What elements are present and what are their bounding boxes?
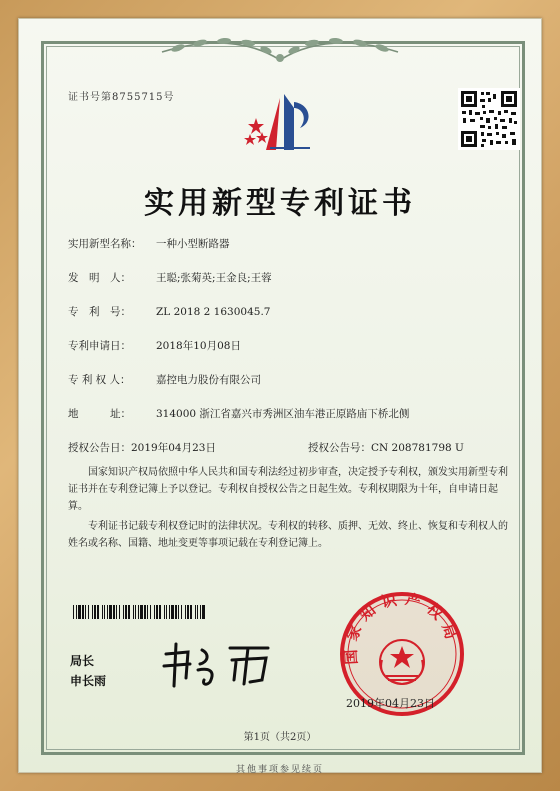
field-value: 2018年10月08日	[156, 340, 241, 352]
seal-date: 2019年04月23日	[346, 697, 435, 710]
field-value: 王聪;张菊英;王金良;王蓉	[156, 272, 272, 284]
signatory-title: 局长	[70, 654, 95, 668]
field-address	[68, 406, 409, 421]
barcode-bar	[82, 605, 84, 619]
grant-number: 授权公告号：CN 208781798 U	[308, 442, 464, 454]
barcode-bar	[88, 605, 89, 619]
signatory-name: 申长雨	[70, 674, 107, 688]
certificate-title: 实用新型专利证书	[144, 186, 416, 221]
barcode-bar	[171, 605, 174, 619]
page-number: 第1页（共2页）	[243, 732, 317, 743]
field-label: 发 明 人：	[68, 272, 131, 284]
field-value: 一种小型断路器	[156, 238, 230, 250]
barcode-bar	[119, 605, 120, 619]
field-utility-model-name	[68, 236, 230, 251]
barcode-bar	[73, 605, 74, 619]
cnipa-logo-icon	[240, 88, 324, 158]
barcode-bar	[85, 605, 86, 619]
barcode-bar	[154, 605, 155, 619]
barcode-bar	[76, 605, 77, 619]
field-value: ZL 2018 2 1630045.7	[156, 306, 271, 318]
barcode-bar	[156, 605, 158, 619]
barcode-bar	[135, 605, 136, 619]
barcode-bar	[94, 605, 96, 619]
continuation-note: 其他事项参见续页	[235, 765, 324, 773]
barcode-bar	[123, 605, 124, 619]
barcode-bar	[190, 605, 192, 619]
barcode-bar	[92, 605, 93, 619]
barcode-bar	[169, 605, 170, 619]
barcode-bar	[78, 605, 81, 619]
barcode-bar	[178, 605, 179, 619]
barcode-bar	[166, 605, 167, 619]
barcode-bar	[109, 605, 112, 619]
barcode-bar	[104, 605, 105, 619]
barcode-bar	[159, 605, 161, 619]
field-label: 专 利 号：	[68, 306, 131, 318]
barcode-bar	[128, 605, 130, 619]
field-label: 专 利 权 人：	[68, 374, 131, 386]
field-label: 专利申请日：	[68, 340, 131, 352]
barcode-bar	[107, 605, 108, 619]
barcode-bar	[125, 605, 127, 619]
field-label: 地 址：	[68, 408, 131, 420]
barcode-bar	[133, 605, 134, 619]
barcode-icon	[73, 605, 207, 619]
grant-date: 授权公告日：2019年04月23日	[68, 442, 216, 454]
barcode-bar	[181, 605, 182, 619]
barcode-bar	[200, 605, 201, 619]
barcode-bar	[175, 605, 177, 619]
barcode-bar	[195, 605, 196, 619]
barcode-bar	[185, 605, 186, 619]
barcode-bar	[150, 605, 151, 619]
barcode-bar	[97, 605, 99, 619]
certificate-paper	[18, 18, 542, 773]
certificate-number: 证书号第8755715号	[68, 92, 175, 103]
field-patentee	[68, 372, 261, 387]
barcode-bar	[164, 605, 165, 619]
field-label: 实用新型名称：	[68, 238, 142, 250]
barcode-bar	[197, 605, 198, 619]
qr-code-icon[interactable]	[458, 88, 520, 150]
field-patent-number	[68, 304, 270, 319]
barcode-bar	[202, 605, 205, 619]
seal-text: 国家知识产权局	[341, 590, 463, 666]
barcode-bar	[138, 605, 139, 619]
barcode-bar	[147, 605, 148, 619]
barcode-bar	[113, 605, 115, 619]
field-application-date	[68, 338, 241, 353]
field-value: 嘉控电力股份有限公司	[156, 374, 261, 386]
handwritten-signature-icon	[158, 640, 278, 690]
barcode-bar	[102, 605, 103, 619]
barcode-bar	[187, 605, 189, 619]
certificate-paragraph-grant: 国家知识产权局依照中华人民共和国专利法经过初步审查，决定授予专利权，颁发实用新型专利证书并在专利登记簿上予以登记。专利权自授权公告之日起生效。专利权期限为十年，自申请日起算。	[68, 467, 508, 512]
field-value: 314000 浙江省嘉兴市秀洲区油车港正原路庙下桥北侧	[156, 408, 410, 420]
field-inventors	[68, 270, 272, 285]
barcode-bar	[116, 605, 117, 619]
barcode-bar	[144, 605, 146, 619]
certificate-paragraph-legal-status: 专利证书记载专利权登记时的法律状况。专利权的转移、质押、无效、终止、恢复和专利权人的姓名或名称、国籍、地址变更等事项记载在专利登记簿上。	[68, 521, 508, 549]
laurel-ornament-icon	[148, 30, 412, 68]
barcode-bar	[140, 605, 143, 619]
